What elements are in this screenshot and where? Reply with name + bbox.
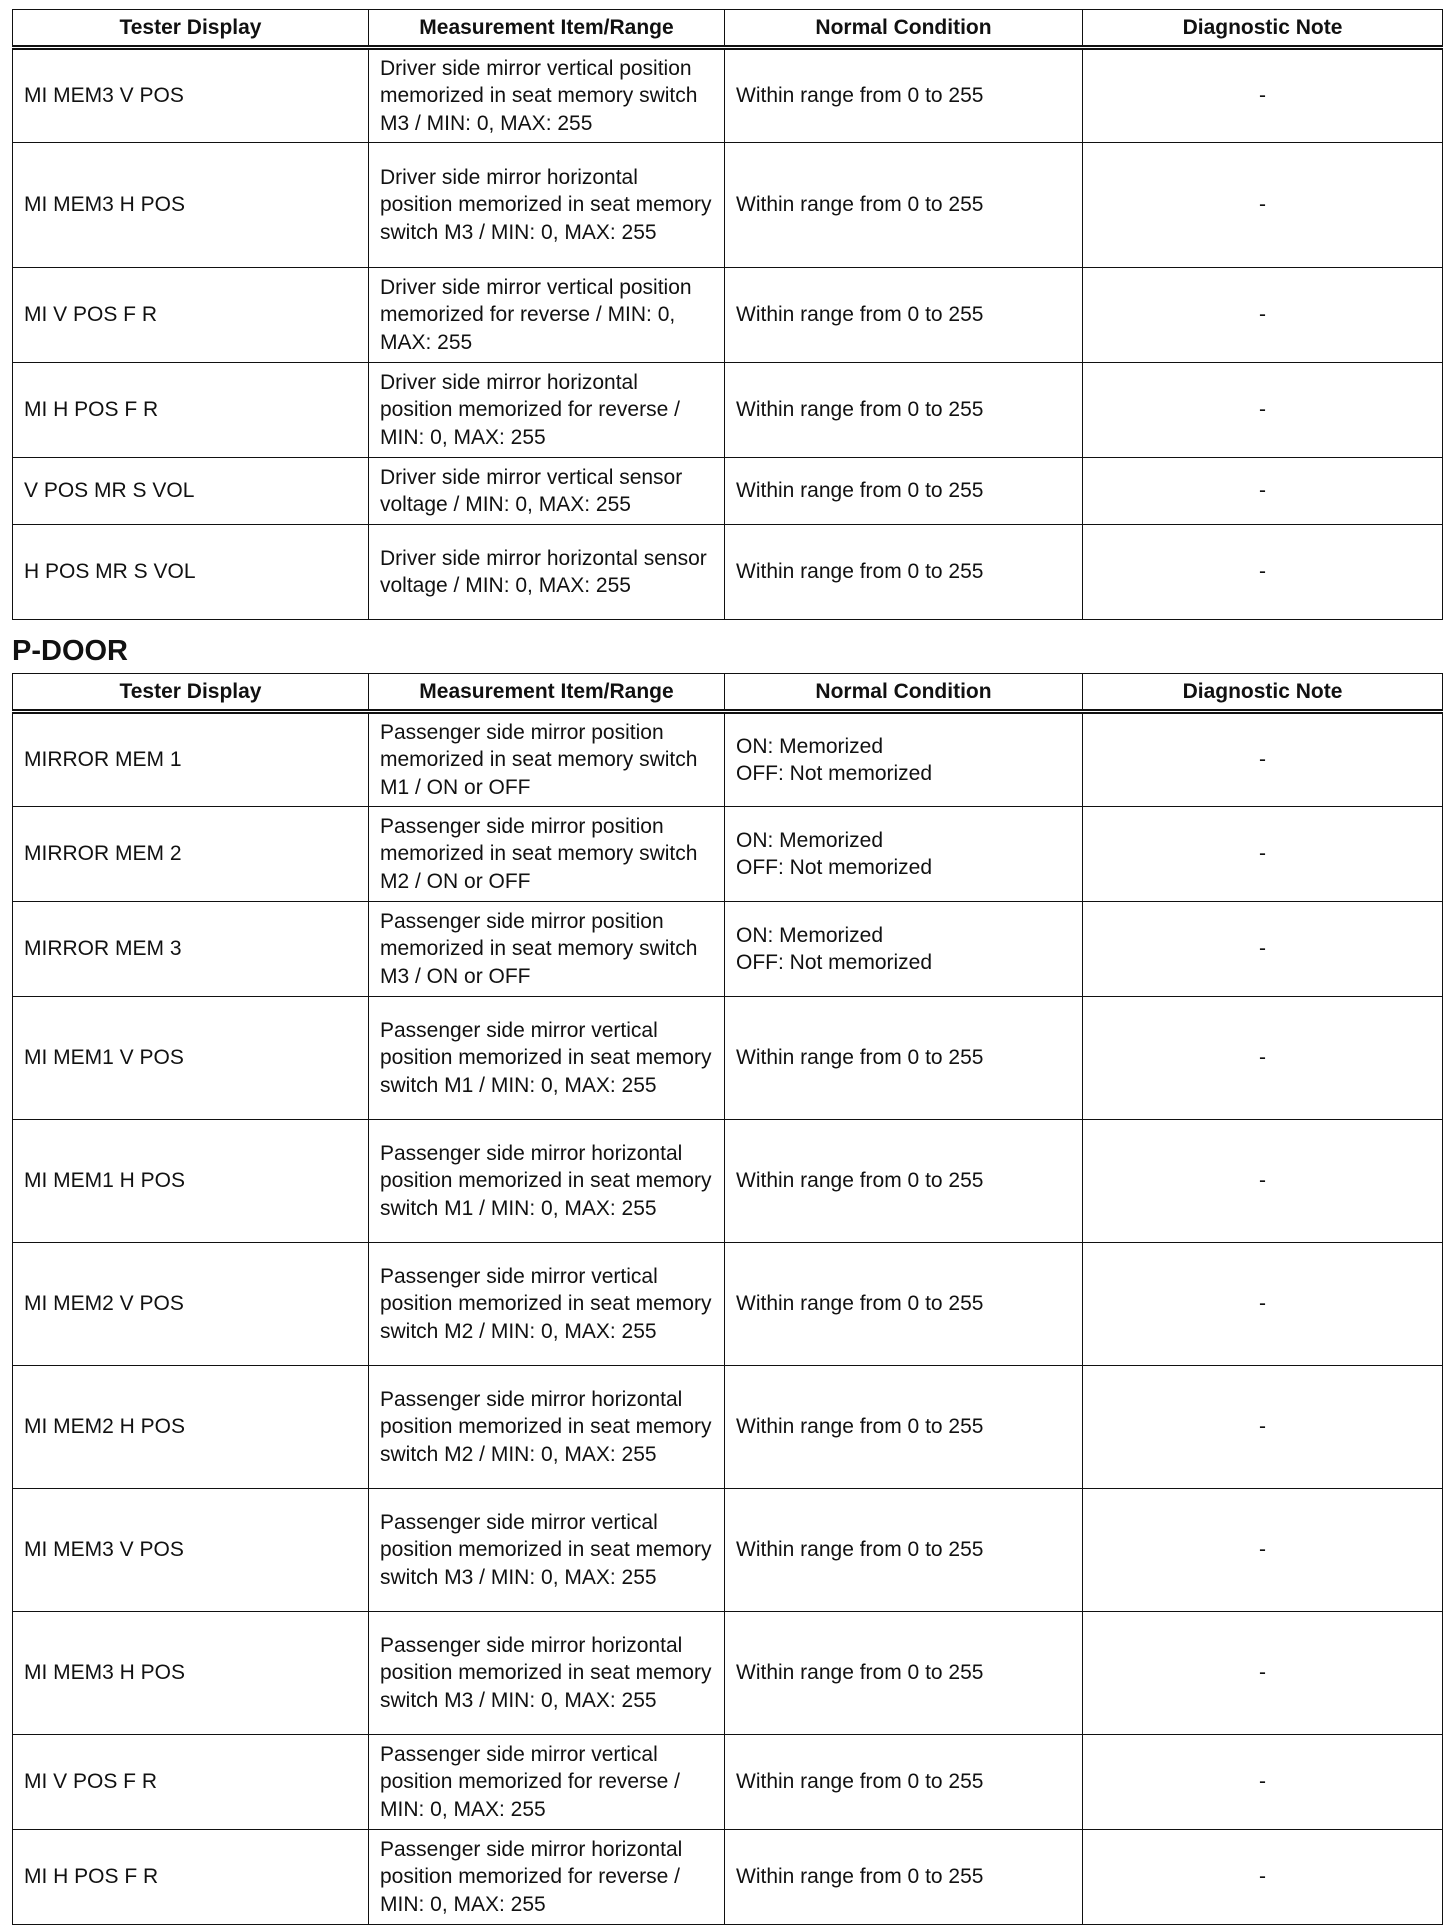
diagnostic-note-cell: - [1083, 1735, 1443, 1830]
table-row [13, 1489, 1443, 1612]
normal-condition-line: Within range from 0 to 255 [736, 1865, 984, 1889]
tester-display-cell: H POS MR S VOL [13, 525, 369, 620]
normal-condition-line: Within range from 0 to 255 [736, 560, 984, 584]
diagnostic-note-cell: - [1083, 997, 1443, 1120]
normal-condition-line: OFF: Not memorized [736, 762, 933, 785]
normal-condition-line: Within range from 0 to 255 [736, 1046, 984, 1070]
diagnostic-note-cell: - [1083, 712, 1443, 807]
table-row [13, 1243, 1443, 1366]
measurement-item-cell: Passenger side mirror horizontal position memorized in seat memory switch M2 / MIN: 0, MAX: 255 [369, 1366, 725, 1489]
diagnostic-note-cell: - [1083, 363, 1443, 458]
normal-condition-cell [725, 48, 1083, 143]
measurement-item-cell: Passenger side mirror vertical position memorized in seat memory switch M2 / MIN: 0, MAX: 255 [369, 1243, 725, 1366]
table-row [13, 712, 1443, 807]
normal-condition-cell [725, 1120, 1083, 1243]
tester-display-cell: MIRROR MEM 2 [13, 807, 369, 902]
tester-display-cell: MI H POS F R [13, 1830, 369, 1925]
normal-condition-cell [725, 1612, 1083, 1735]
diagnostic-note-cell: - [1083, 48, 1443, 143]
normal-condition-cell [725, 1735, 1083, 1830]
diagnostic-note-cell: - [1083, 807, 1443, 902]
measurement-item-cell: Passenger side mirror vertical position memorized in seat memory switch M3 / MIN: 0, MAX: 255 [369, 1489, 725, 1612]
tester-display-cell: MI V POS F R [13, 268, 369, 363]
normal-condition-line: OFF: Not memorized [736, 951, 933, 974]
normal-condition-cell [725, 997, 1083, 1120]
normal-condition-cell [725, 268, 1083, 363]
tester-display-cell: MI MEM3 H POS [13, 1612, 369, 1735]
header-normal-condition: Normal Condition [725, 674, 1083, 712]
table-row [13, 525, 1443, 620]
table-row [13, 268, 1443, 363]
diagnostic-note-cell: - [1083, 902, 1443, 997]
header-tester-display: Tester Display [13, 674, 369, 712]
normal-condition-cell [725, 363, 1083, 458]
table-row [13, 1735, 1443, 1830]
table-row [13, 143, 1443, 268]
measurement-item-cell: Passenger side mirror horizontal position memorized for reverse / MIN: 0, MAX: 255 [369, 1830, 725, 1925]
normal-condition-line: Within range from 0 to 255 [736, 193, 984, 217]
measurement-item-cell: Driver side mirror horizontal position memorized in seat memory switch M3 / MIN: 0, MAX: 255 [369, 143, 725, 268]
normal-condition-line: ON: Memorized [736, 828, 884, 852]
measurement-item-cell: Passenger side mirror vertical position memorized in seat memory switch M1 / MIN: 0, MAX: 255 [369, 997, 725, 1120]
tester-display-cell: MI MEM3 V POS [13, 1489, 369, 1612]
passenger-door-data-table [12, 673, 1443, 1925]
header-measurement-item: Measurement Item/Range [369, 674, 725, 712]
tester-display-cell: MI MEM2 H POS [13, 1366, 369, 1489]
table-row [13, 1366, 1443, 1489]
normal-condition-line: Within range from 0 to 255 [736, 479, 984, 503]
table-row [13, 1120, 1443, 1243]
table-row [13, 807, 1443, 902]
normal-condition-line: Within range from 0 to 255 [736, 1661, 984, 1685]
normal-condition-cell [725, 712, 1083, 807]
table-row [13, 48, 1443, 143]
section-title-p-door: P-DOOR [12, 635, 128, 667]
table-header-row [13, 10, 1443, 48]
table-row [13, 1830, 1443, 1925]
normal-condition-line: Within range from 0 to 255 [736, 1415, 984, 1439]
normal-condition-cell [725, 807, 1083, 902]
normal-condition-cell [725, 1830, 1083, 1925]
diagnostic-note-cell: - [1083, 1830, 1443, 1925]
diagnostic-note-cell: - [1083, 1120, 1443, 1243]
tester-display-cell: V POS MR S VOL [13, 458, 369, 525]
measurement-item-cell: Passenger side mirror horizontal position memorized in seat memory switch M3 / MIN: 0, MAX: 255 [369, 1612, 725, 1735]
normal-condition-cell [725, 525, 1083, 620]
measurement-item-cell: Passenger side mirror position memorized in seat memory switch M2 / ON or OFF [369, 807, 725, 902]
normal-condition-line: Within range from 0 to 255 [736, 303, 984, 327]
diagnostic-note-cell: - [1083, 1612, 1443, 1735]
header-measurement-item: Measurement Item/Range [369, 10, 725, 48]
measurement-item-cell: Driver side mirror vertical sensor voltage / MIN: 0, MAX: 255 [369, 458, 725, 525]
normal-condition-cell [725, 1489, 1083, 1612]
diagnostic-note-cell: - [1083, 268, 1443, 363]
measurement-item-cell: Passenger side mirror vertical position memorized for reverse / MIN: 0, MAX: 255 [369, 1735, 725, 1830]
normal-condition-cell [725, 1366, 1083, 1489]
tester-display-cell: MI MEM3 V POS [13, 48, 369, 143]
normal-condition-line: Within range from 0 to 255 [736, 1770, 984, 1794]
measurement-item-cell: Driver side mirror vertical position memorized in seat memory switch M3 / MIN: 0, MAX: 255 [369, 48, 725, 143]
normal-condition-cell [725, 458, 1083, 525]
measurement-item-cell: Driver side mirror vertical position memorized for reverse / MIN: 0, MAX: 255 [369, 268, 725, 363]
normal-condition-line: ON: Memorized [736, 734, 884, 758]
tester-display-cell: MI V POS F R [13, 1735, 369, 1830]
normal-condition-line: Within range from 0 to 255 [736, 84, 984, 108]
table-row [13, 902, 1443, 997]
measurement-item-cell: Driver side mirror horizontal position memorized for reverse / MIN: 0, MAX: 255 [369, 363, 725, 458]
header-diagnostic-note: Diagnostic Note [1083, 10, 1443, 48]
tester-display-cell: MIRROR MEM 1 [13, 712, 369, 807]
header-tester-display: Tester Display [13, 10, 369, 48]
normal-condition-line: Within range from 0 to 255 [736, 1538, 984, 1562]
normal-condition-line: ON: Memorized [736, 923, 884, 947]
tester-display-cell: MIRROR MEM 3 [13, 902, 369, 997]
driver-mirror-data-table [12, 9, 1443, 620]
measurement-item-cell: Passenger side mirror position memorized in seat memory switch M1 / ON or OFF [369, 712, 725, 807]
normal-condition-line: Within range from 0 to 255 [736, 1292, 984, 1316]
normal-condition-line: Within range from 0 to 255 [736, 1169, 984, 1193]
normal-condition-line: Within range from 0 to 255 [736, 398, 984, 422]
measurement-item-cell: Driver side mirror horizontal sensor voltage / MIN: 0, MAX: 255 [369, 525, 725, 620]
header-diagnostic-note: Diagnostic Note [1083, 674, 1443, 712]
tester-display-cell: MI MEM2 V POS [13, 1243, 369, 1366]
diagnostic-note-cell: - [1083, 143, 1443, 268]
table-row [13, 458, 1443, 525]
table-row [13, 1612, 1443, 1735]
tester-display-cell: MI MEM1 H POS [13, 1120, 369, 1243]
normal-condition-cell [725, 902, 1083, 997]
table-header-row [13, 674, 1443, 712]
measurement-item-cell: Passenger side mirror horizontal position memorized in seat memory switch M1 / MIN: 0, MAX: 255 [369, 1120, 725, 1243]
diagnostic-note-cell: - [1083, 458, 1443, 525]
normal-condition-cell [725, 143, 1083, 268]
tester-display-cell: MI MEM1 V POS [13, 997, 369, 1120]
normal-condition-line: OFF: Not memorized [736, 856, 933, 879]
diagnostic-note-cell: - [1083, 1243, 1443, 1366]
measurement-item-cell: Passenger side mirror position memorized in seat memory switch M3 / ON or OFF [369, 902, 725, 997]
tester-display-cell: MI H POS F R [13, 363, 369, 458]
tester-display-cell: MI MEM3 H POS [13, 143, 369, 268]
diagnostic-note-cell: - [1083, 1489, 1443, 1612]
diagnostic-note-cell: - [1083, 1366, 1443, 1489]
diagnostic-note-cell: - [1083, 525, 1443, 620]
normal-condition-cell [725, 1243, 1083, 1366]
table-row [13, 997, 1443, 1120]
header-normal-condition: Normal Condition [725, 10, 1083, 48]
table-row [13, 363, 1443, 458]
